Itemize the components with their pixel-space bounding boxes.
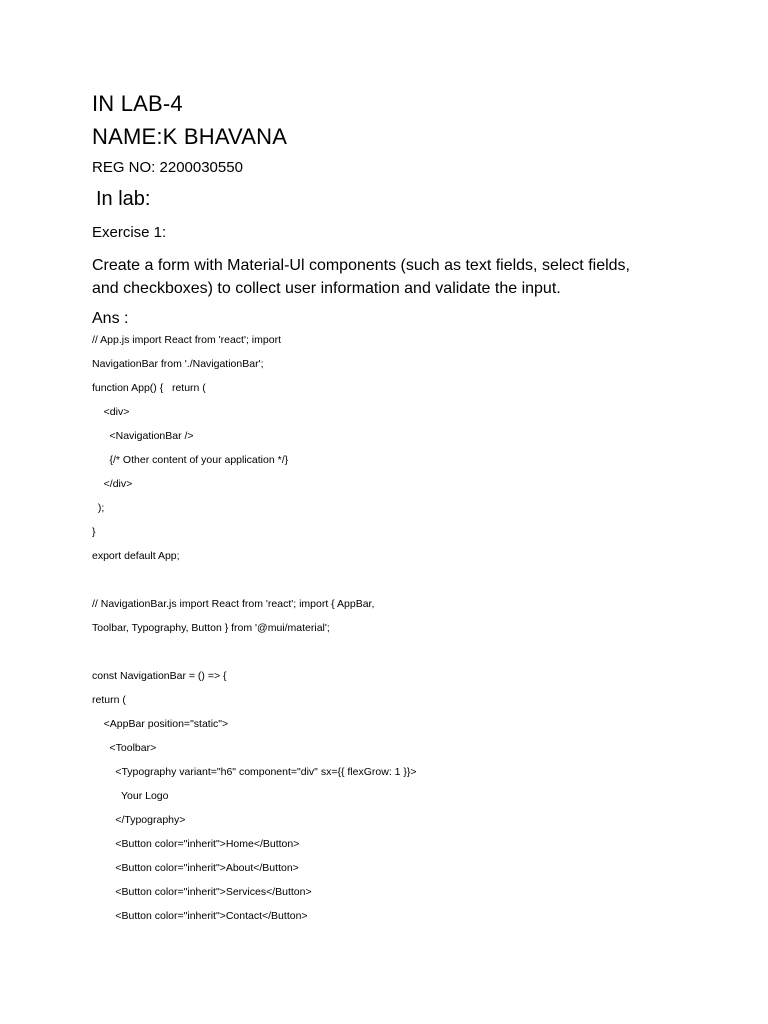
code-line: </div> [92,478,133,490]
code-line: {/* Other content of your application */} [92,454,289,466]
code-line: <AppBar position="static"> [92,718,229,730]
code-line: return ( [92,694,126,706]
code-line: <div> [92,406,130,418]
code-line: </Typography> [92,814,186,826]
answer-label: Ans : [92,310,129,327]
code-line: <Toolbar> [92,742,157,754]
registration-number: REG NO: 2200030550 [92,159,243,176]
task-description-line-1: Create a form with Material-Ul components (such as text fields, select fields, [92,257,630,274]
code-line: <Button color="inherit">Contact</Button> [92,910,308,922]
code-line: ); [92,502,105,514]
code-line: NavigationBar from './NavigationBar'; [92,358,264,370]
code-line: Toolbar, Typography, Button } from '@mui/material'; [92,622,330,634]
code-line: <Button color="inherit">Services</Button> [92,886,312,898]
code-line: <NavigationBar /> [92,430,194,442]
code-line: // App.js import React from 'react'; import [92,334,281,346]
code-line: export default App; [92,550,180,562]
task-description-line-2: and checkboxes) to collect user information and validate the input. [92,280,561,297]
exercise-heading: Exercise 1: [92,224,167,241]
code-line: function App() { return ( [92,382,206,394]
in-lab-heading: In lab: [96,188,151,210]
code-line: Your Logo [92,790,169,802]
student-name: NAME:K BHAVANA [92,124,288,149]
lab-title: IN LAB-4 [92,91,183,116]
code-line: <Button color="inherit">About</Button> [92,862,299,874]
code-line: } [92,526,96,538]
code-line: <Button color="inherit">Home</Button> [92,838,300,850]
code-line: // NavigationBar.js import React from 'react'; import { AppBar, [92,598,375,610]
code-line: <Typography variant="h6" component="div" sx={{ flexGrow: 1 }}> [92,766,417,778]
code-line: const NavigationBar = () => { [92,670,227,682]
